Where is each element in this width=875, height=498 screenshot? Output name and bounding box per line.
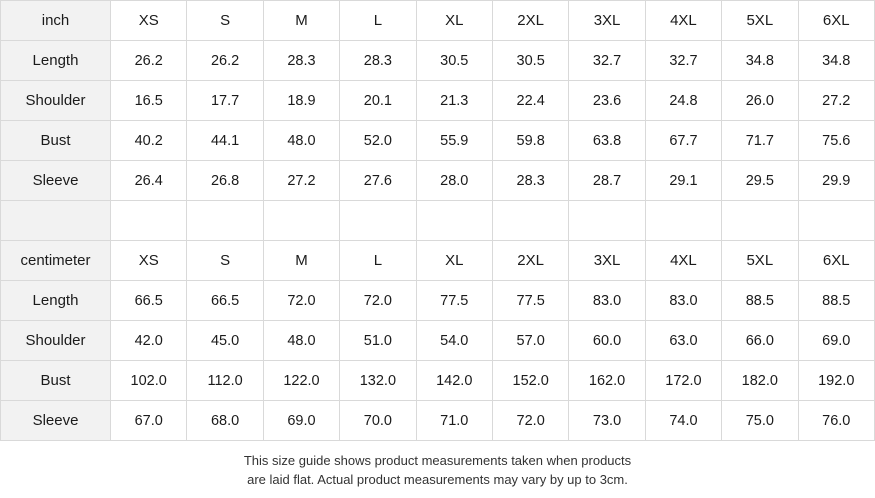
cell: 69.0 <box>263 401 339 441</box>
cell: 26.2 <box>187 41 263 81</box>
spacer-cell <box>263 201 339 241</box>
cell: 63.0 <box>645 321 721 361</box>
table-row-header-inch <box>1 1 875 41</box>
size-guide-note <box>0 441 875 489</box>
cell: 67.0 <box>111 401 187 441</box>
cell: 29.1 <box>645 161 721 201</box>
cell: 27.2 <box>263 161 339 201</box>
column-header-s-cm: S <box>187 241 263 281</box>
column-header-6xl-cm: 6XL <box>798 241 874 281</box>
cell: 27.2 <box>798 81 874 121</box>
cell: 75.6 <box>798 121 874 161</box>
cell: 29.5 <box>722 161 798 201</box>
cell: 162.0 <box>569 361 645 401</box>
cell: 17.7 <box>187 81 263 121</box>
cell: 77.5 <box>492 281 568 321</box>
cell: 28.3 <box>492 161 568 201</box>
table-row-header-centimeter <box>1 241 875 281</box>
column-header-2xl-cm: 2XL <box>492 241 568 281</box>
spacer-cell <box>645 201 721 241</box>
cell: 48.0 <box>263 121 339 161</box>
spacer-cell <box>340 201 416 241</box>
column-header-m-cm: M <box>263 241 339 281</box>
cell: 83.0 <box>645 281 721 321</box>
cell: 51.0 <box>340 321 416 361</box>
table-row <box>1 81 875 121</box>
cell: 20.1 <box>340 81 416 121</box>
table-row <box>1 361 875 401</box>
cell: 77.5 <box>416 281 492 321</box>
cell: 28.0 <box>416 161 492 201</box>
cell: 72.0 <box>492 401 568 441</box>
spacer-cell <box>111 201 187 241</box>
cell: 75.0 <box>722 401 798 441</box>
column-header-2xl: 2XL <box>492 1 568 41</box>
cell: 26.4 <box>111 161 187 201</box>
cell: 60.0 <box>569 321 645 361</box>
cell: 182.0 <box>722 361 798 401</box>
cell: 88.5 <box>798 281 874 321</box>
cell: 34.8 <box>722 41 798 81</box>
cell: 28.3 <box>340 41 416 81</box>
column-header-5xl: 5XL <box>722 1 798 41</box>
column-header-3xl-cm: 3XL <box>569 241 645 281</box>
note-line-2: are laid flat. Actual product measurements may vary by up to 3cm. <box>247 472 628 487</box>
cell: 42.0 <box>111 321 187 361</box>
table-row <box>1 161 875 201</box>
row-label-shoulder-cm: Shoulder <box>1 321 111 361</box>
cell: 21.3 <box>416 81 492 121</box>
cell: 192.0 <box>798 361 874 401</box>
table-row <box>1 41 875 81</box>
cell: 26.0 <box>722 81 798 121</box>
row-label-bust-inch: Bust <box>1 121 111 161</box>
cell: 54.0 <box>416 321 492 361</box>
cell: 122.0 <box>263 361 339 401</box>
cell: 76.0 <box>798 401 874 441</box>
cell: 57.0 <box>492 321 568 361</box>
cell: 24.8 <box>645 81 721 121</box>
unit-label-centimeter: centimeter <box>1 241 111 281</box>
cell: 172.0 <box>645 361 721 401</box>
cell: 69.0 <box>798 321 874 361</box>
row-label-sleeve-inch: Sleeve <box>1 161 111 201</box>
cell: 68.0 <box>187 401 263 441</box>
cell: 66.0 <box>722 321 798 361</box>
cell: 132.0 <box>340 361 416 401</box>
spacer-cell <box>492 201 568 241</box>
column-header-xs-cm: XS <box>111 241 187 281</box>
note-line-1: This size guide shows product measurements taken when products <box>243 453 632 468</box>
cell: 73.0 <box>569 401 645 441</box>
column-header-4xl-cm: 4XL <box>645 241 721 281</box>
spacer-cell <box>187 201 263 241</box>
cell: 70.0 <box>340 401 416 441</box>
cell: 29.9 <box>798 161 874 201</box>
column-header-l: L <box>340 1 416 41</box>
cell: 72.0 <box>263 281 339 321</box>
spacer-cell <box>416 201 492 241</box>
cell: 83.0 <box>569 281 645 321</box>
column-header-3xl: 3XL <box>569 1 645 41</box>
cell: 63.8 <box>569 121 645 161</box>
cell: 71.7 <box>722 121 798 161</box>
unit-label-inch: inch <box>1 1 111 41</box>
cell: 40.2 <box>111 121 187 161</box>
cell: 44.1 <box>187 121 263 161</box>
column-header-s: S <box>187 1 263 41</box>
row-label-length-inch: Length <box>1 41 111 81</box>
column-header-xl: XL <box>416 1 492 41</box>
spacer-cell <box>722 201 798 241</box>
cell: 88.5 <box>722 281 798 321</box>
cell: 66.5 <box>111 281 187 321</box>
cell: 112.0 <box>187 361 263 401</box>
cell: 26.8 <box>187 161 263 201</box>
column-header-6xl: 6XL <box>798 1 874 41</box>
cell: 28.3 <box>263 41 339 81</box>
spacer-cell <box>798 201 874 241</box>
cell: 30.5 <box>416 41 492 81</box>
cell: 32.7 <box>645 41 721 81</box>
column-header-m: M <box>263 1 339 41</box>
cell: 52.0 <box>340 121 416 161</box>
cell: 72.0 <box>340 281 416 321</box>
cell: 23.6 <box>569 81 645 121</box>
column-header-4xl: 4XL <box>645 1 721 41</box>
cell: 45.0 <box>187 321 263 361</box>
cell: 66.5 <box>187 281 263 321</box>
table-row <box>1 281 875 321</box>
column-header-l-cm: L <box>340 241 416 281</box>
table-row <box>1 321 875 361</box>
cell: 71.0 <box>416 401 492 441</box>
cell: 16.5 <box>111 81 187 121</box>
spacer-cell <box>1 201 111 241</box>
row-label-length-cm: Length <box>1 281 111 321</box>
row-label-sleeve-cm: Sleeve <box>1 401 111 441</box>
spacer-cell <box>569 201 645 241</box>
cell: 18.9 <box>263 81 339 121</box>
table-spacer-row <box>1 201 875 241</box>
cell: 28.7 <box>569 161 645 201</box>
cell: 34.8 <box>798 41 874 81</box>
cell: 59.8 <box>492 121 568 161</box>
cell: 142.0 <box>416 361 492 401</box>
table-row <box>1 121 875 161</box>
row-label-bust-cm: Bust <box>1 361 111 401</box>
column-header-xs: XS <box>111 1 187 41</box>
table-row <box>1 401 875 441</box>
row-label-shoulder-inch: Shoulder <box>1 81 111 121</box>
cell: 67.7 <box>645 121 721 161</box>
column-header-xl-cm: XL <box>416 241 492 281</box>
cell: 152.0 <box>492 361 568 401</box>
cell: 102.0 <box>111 361 187 401</box>
cell: 48.0 <box>263 321 339 361</box>
cell: 74.0 <box>645 401 721 441</box>
column-header-5xl-cm: 5XL <box>722 241 798 281</box>
cell: 22.4 <box>492 81 568 121</box>
cell: 27.6 <box>340 161 416 201</box>
cell: 55.9 <box>416 121 492 161</box>
cell: 32.7 <box>569 41 645 81</box>
cell: 30.5 <box>492 41 568 81</box>
cell: 26.2 <box>111 41 187 81</box>
